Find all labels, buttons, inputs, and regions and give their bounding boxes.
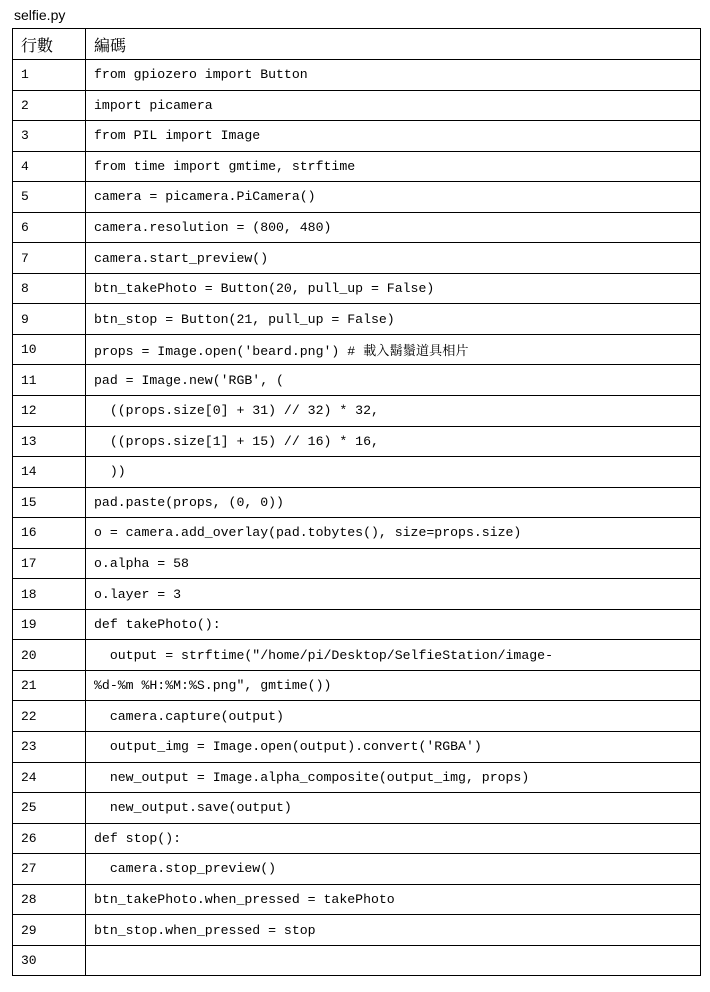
line-number: 12 xyxy=(13,396,86,427)
table-row xyxy=(13,396,701,427)
code-line: camera = picamera.PiCamera() xyxy=(86,182,701,213)
line-number: 1 xyxy=(13,60,86,91)
code-line: btn_stop.when_pressed = stop xyxy=(86,915,701,946)
line-number: 6 xyxy=(13,212,86,243)
code-line: pad = Image.new('RGB', ( xyxy=(86,365,701,396)
line-number: 8 xyxy=(13,273,86,304)
code-line: from time import gmtime, strftime xyxy=(86,151,701,182)
code-line: output_img = Image.open(output).convert('RGBA') xyxy=(86,732,701,763)
code-line: camera.resolution = (800, 480) xyxy=(86,212,701,243)
document-title: selfie.py xyxy=(14,7,66,23)
table-row xyxy=(13,273,701,304)
code-line: output = strftime("/home/pi/Desktop/SelfieStation/image- xyxy=(86,640,701,671)
code-line: from gpiozero import Button xyxy=(86,60,701,91)
table-row xyxy=(13,518,701,549)
header-line-number: 行數 xyxy=(13,29,86,60)
line-number: 18 xyxy=(13,579,86,610)
code-line: new_output = Image.alpha_composite(output_img, props) xyxy=(86,762,701,793)
line-number: 2 xyxy=(13,90,86,121)
line-number: 16 xyxy=(13,518,86,549)
code-line: btn_stop = Button(21, pull_up = False) xyxy=(86,304,701,335)
line-number: 21 xyxy=(13,670,86,701)
line-number: 27 xyxy=(13,854,86,885)
line-number: 14 xyxy=(13,457,86,488)
code-line: btn_takePhoto = Button(20, pull_up = False) xyxy=(86,273,701,304)
code-line: import picamera xyxy=(86,90,701,121)
code-line: def takePhoto(): xyxy=(86,609,701,640)
line-number: 17 xyxy=(13,548,86,579)
table-row xyxy=(13,884,701,915)
line-number: 20 xyxy=(13,640,86,671)
table-row xyxy=(13,212,701,243)
line-number: 15 xyxy=(13,487,86,518)
line-number: 25 xyxy=(13,793,86,824)
line-number: 7 xyxy=(13,243,86,274)
table-row xyxy=(13,334,701,365)
code-line: camera.stop_preview() xyxy=(86,854,701,885)
table-row xyxy=(13,365,701,396)
line-number: 29 xyxy=(13,915,86,946)
table-row xyxy=(13,762,701,793)
code-table xyxy=(12,28,701,976)
code-line xyxy=(86,945,701,976)
table-row xyxy=(13,945,701,976)
code-line: ((props.size[0] + 31) // 32) * 32, xyxy=(86,396,701,427)
table-row xyxy=(13,243,701,274)
table-row xyxy=(13,732,701,763)
line-number: 23 xyxy=(13,732,86,763)
code-line: ((props.size[1] + 15) // 16) * 16, xyxy=(86,426,701,457)
table-row xyxy=(13,487,701,518)
line-number: 3 xyxy=(13,121,86,152)
table-row xyxy=(13,548,701,579)
code-line: pad.paste(props, (0, 0)) xyxy=(86,487,701,518)
header-code: 編碼 xyxy=(86,29,701,60)
line-number: 22 xyxy=(13,701,86,732)
code-line: o = camera.add_overlay(pad.tobytes(), size=props.size) xyxy=(86,518,701,549)
code-line: camera.start_preview() xyxy=(86,243,701,274)
line-number: 28 xyxy=(13,884,86,915)
line-number: 4 xyxy=(13,151,86,182)
table-row xyxy=(13,823,701,854)
line-number: 9 xyxy=(13,304,86,335)
table-row xyxy=(13,60,701,91)
line-number: 24 xyxy=(13,762,86,793)
table-row xyxy=(13,793,701,824)
table-row xyxy=(13,915,701,946)
table-row xyxy=(13,90,701,121)
code-line: o.layer = 3 xyxy=(86,579,701,610)
table-row xyxy=(13,182,701,213)
table-row xyxy=(13,701,701,732)
code-line: camera.capture(output) xyxy=(86,701,701,732)
code-line: from PIL import Image xyxy=(86,121,701,152)
line-number: 11 xyxy=(13,365,86,396)
code-line: btn_takePhoto.when_pressed = takePhoto xyxy=(86,884,701,915)
code-line: )) xyxy=(86,457,701,488)
table-row xyxy=(13,640,701,671)
table-row xyxy=(13,151,701,182)
table-row xyxy=(13,121,701,152)
code-line: %d-%m %H:%M:%S.png", gmtime()) xyxy=(86,670,701,701)
table-row xyxy=(13,304,701,335)
line-number: 10 xyxy=(13,334,86,365)
code-line: new_output.save(output) xyxy=(86,793,701,824)
line-number: 30 xyxy=(13,945,86,976)
table-row xyxy=(13,426,701,457)
code-body xyxy=(13,60,701,976)
table-row xyxy=(13,609,701,640)
table-row xyxy=(13,670,701,701)
line-number: 5 xyxy=(13,182,86,213)
code-line: o.alpha = 58 xyxy=(86,548,701,579)
line-number: 13 xyxy=(13,426,86,457)
code-line: def stop(): xyxy=(86,823,701,854)
line-number: 19 xyxy=(13,609,86,640)
line-number: 26 xyxy=(13,823,86,854)
table-header-row xyxy=(13,29,701,60)
code-line: props = Image.open('beard.png') # 載入鬍鬚道具相片 xyxy=(86,334,701,365)
table-row xyxy=(13,854,701,885)
table-row xyxy=(13,457,701,488)
table-row xyxy=(13,579,701,610)
